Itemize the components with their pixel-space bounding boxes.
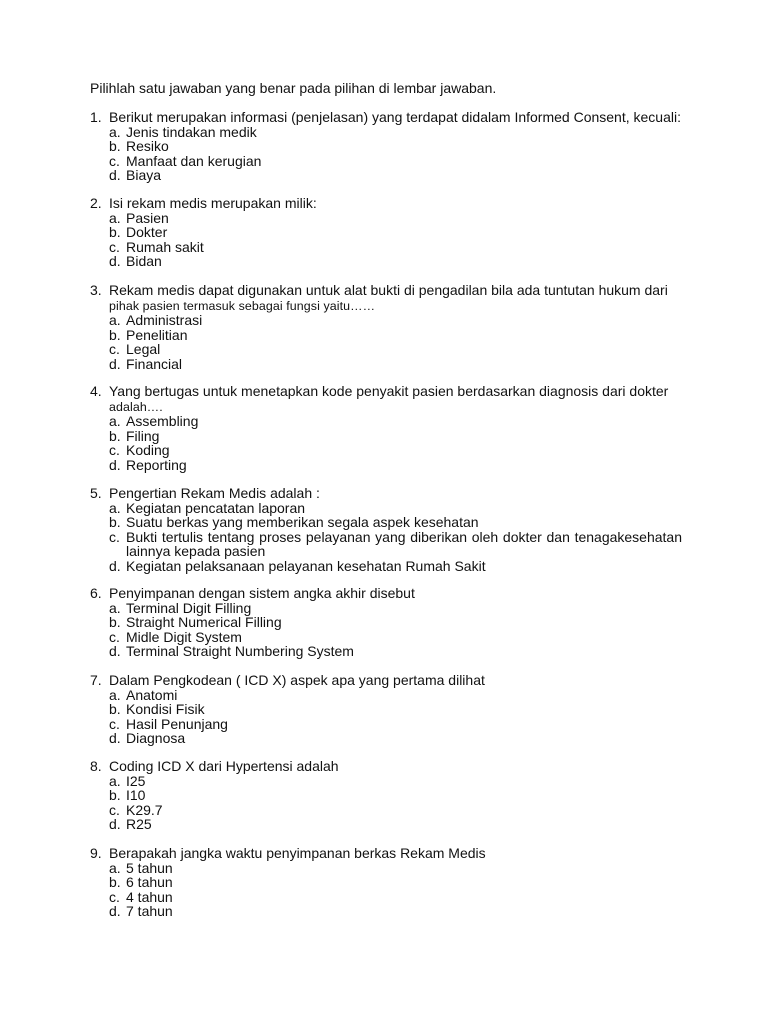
option-d: [90, 731, 682, 746]
option-letter: a.: [109, 599, 121, 616]
question-2: [90, 196, 682, 269]
option-letter: a.: [109, 413, 121, 430]
option-text: Penelitian: [126, 326, 188, 343]
option-letter: a.: [109, 499, 121, 516]
question-text: Berikut merupakan informasi (penjelasan) yang terdapat didalam Informed Consent, kecuali:: [109, 109, 681, 125]
option-letter: a.: [109, 859, 121, 876]
option-letter: d.: [109, 167, 121, 184]
option-letter: c.: [109, 528, 120, 545]
question-text: [109, 384, 682, 414]
option-text: Kegiatan pelaksanaan pelayanan kesehatan Rumah Sakit: [126, 557, 486, 574]
option-text: 6 tahun: [126, 874, 173, 891]
option-text: Kondisi Fisik: [126, 701, 205, 718]
option-list: [90, 125, 682, 183]
option-text: Bukti tertulis tentang proses pelayanan yang diberikan oleh dokter dan tenagakesehatan lainnya kepada pasien: [126, 528, 682, 560]
option-letter: b.: [109, 326, 121, 343]
option-d: [90, 168, 682, 183]
option-d: [90, 458, 682, 473]
option-text: Jenis tindakan medik: [126, 123, 257, 140]
question-text: [109, 283, 682, 313]
option-text: Reporting: [126, 456, 187, 473]
option-a: [90, 313, 682, 328]
option-letter: d.: [109, 253, 121, 270]
instruction-text: Pilihlah satu jawaban yang benar pada pilihan di lembar jawaban.: [90, 80, 497, 96]
option-letter: b.: [109, 701, 121, 718]
option-text: I25: [126, 772, 146, 789]
question-text: Berapakah jangka waktu penyimpanan berkas Rekam Medis: [109, 845, 486, 861]
option-letter: a.: [109, 123, 121, 140]
option-text: Biaya: [126, 167, 162, 184]
option-d: [90, 904, 682, 919]
question-stem: [90, 846, 682, 861]
option-c: [90, 803, 682, 818]
question-stem: [90, 384, 682, 414]
option-b: [90, 875, 682, 890]
option-b: [90, 328, 682, 343]
option-text: Diagnosa: [126, 730, 186, 747]
option-b: [90, 702, 682, 717]
question-number: 5.: [90, 485, 102, 501]
question-6: [90, 586, 682, 659]
option-text: 7 tahun: [126, 903, 173, 920]
option-letter: b.: [109, 138, 121, 155]
option-letter: d.: [109, 730, 121, 747]
option-text: Bidan: [126, 253, 162, 270]
option-c: [90, 530, 682, 559]
option-c: [90, 717, 682, 732]
option-letter: b.: [109, 514, 121, 531]
question-stem: [90, 110, 682, 125]
option-b: [90, 225, 682, 240]
option-text: R25: [126, 816, 152, 833]
option-b: [90, 429, 682, 444]
option-text: K29.7: [126, 801, 163, 818]
question-stem: [90, 196, 682, 211]
option-text: Kegiatan pencatatan laporan: [126, 499, 306, 516]
question-number: 3.: [90, 282, 102, 298]
question-text-line2: adalah….: [109, 399, 163, 414]
option-text: Financial: [126, 355, 183, 372]
option-text: Legal: [126, 341, 161, 358]
question-7: [90, 673, 682, 746]
question-number: 7.: [90, 672, 102, 688]
option-a: [90, 601, 682, 616]
question-text: Penyimpanan dengan sistem angka akhir disebut: [109, 585, 415, 601]
option-text: Administrasi: [126, 312, 203, 329]
option-c: [90, 890, 682, 905]
option-text: I10: [126, 787, 146, 804]
option-a: [90, 688, 682, 703]
option-b: [90, 515, 682, 530]
option-b: [90, 139, 682, 154]
option-text: Pasien: [126, 209, 169, 226]
option-letter: d.: [109, 816, 121, 833]
option-text: Midle Digit System: [126, 628, 242, 645]
option-list: [90, 313, 682, 371]
option-list: [90, 601, 682, 659]
option-letter: c.: [109, 628, 120, 645]
option-text: 4 tahun: [126, 888, 173, 905]
option-d: [90, 644, 682, 659]
option-list: [90, 688, 682, 746]
option-letter: a.: [109, 312, 121, 329]
question-text-line2: pihak pasien termasuk sebagai fungsi yaitu……: [109, 298, 376, 313]
option-c: [90, 240, 682, 255]
option-letter: d.: [109, 456, 121, 473]
option-text: Resiko: [126, 138, 169, 155]
option-c: [90, 443, 682, 458]
option-letter: b.: [109, 787, 121, 804]
option-letter: d.: [109, 355, 121, 372]
option-text: Koding: [126, 442, 170, 459]
question-text: Coding ICD X dari Hypertensi adalah: [109, 758, 339, 774]
question-text: Pengertian Rekam Medis adalah :: [109, 485, 320, 501]
option-d: [90, 559, 682, 574]
option-letter: b.: [109, 614, 121, 631]
option-c: [90, 154, 682, 169]
question-text: Isi rekam medis merupakan milik:: [109, 195, 317, 211]
question-text: Dalam Pengkodean ( ICD X) aspek apa yang pertama dilihat: [109, 672, 485, 688]
question-number: 2.: [90, 195, 102, 211]
question-9: [90, 846, 682, 919]
option-letter: d.: [109, 643, 121, 660]
option-c: [90, 630, 682, 645]
option-d: [90, 817, 682, 832]
option-letter: d.: [109, 557, 121, 574]
option-text: Hasil Penunjang: [126, 715, 228, 732]
question-stem: [90, 586, 682, 601]
question-stem: [90, 759, 682, 774]
option-c: [90, 342, 682, 357]
option-text: Filing: [126, 427, 160, 444]
option-text: Manfaat dan kerugian: [126, 152, 262, 169]
option-letter: c.: [109, 888, 120, 905]
option-a: [90, 211, 682, 226]
option-a: [90, 861, 682, 876]
question-stem: [90, 673, 682, 688]
question-4: [90, 384, 682, 473]
option-b: [90, 615, 682, 630]
option-list: [90, 414, 682, 472]
option-list: [90, 501, 682, 574]
question-stem: [90, 486, 682, 501]
option-list: [90, 861, 682, 919]
option-letter: d.: [109, 903, 121, 920]
option-text: Terminal Digit Filling: [126, 599, 252, 616]
option-list: [90, 211, 682, 269]
option-letter: b.: [109, 224, 121, 241]
option-a: [90, 125, 682, 140]
question-text-line1: Rekam medis dapat digunakan untuk alat bukti di pengadilan bila ada tuntutan hukum dari: [109, 282, 668, 298]
option-d: [90, 254, 682, 269]
option-letter: c.: [109, 442, 120, 459]
option-letter: c.: [109, 152, 120, 169]
option-a: [90, 414, 682, 429]
question-8: [90, 759, 682, 832]
option-text: Suatu berkas yang memberikan segala aspek kesehatan: [126, 514, 479, 531]
option-b: [90, 788, 682, 803]
question-stem: [90, 283, 682, 313]
option-list: [90, 774, 682, 832]
question-3: [90, 283, 682, 372]
option-letter: a.: [109, 686, 121, 703]
question-1: [90, 110, 682, 183]
question-number: 6.: [90, 585, 102, 601]
option-text: Dokter: [126, 224, 168, 241]
option-a: [90, 774, 682, 789]
option-text: Straight Numerical Filling: [126, 614, 282, 631]
question-5: [90, 486, 682, 574]
option-a: [90, 501, 682, 516]
question-number: 1.: [90, 109, 102, 125]
option-letter: c.: [109, 715, 120, 732]
option-letter: b.: [109, 874, 121, 891]
option-text: 5 tahun: [126, 859, 173, 876]
question-number: 9.: [90, 845, 102, 861]
question-text-line1: Yang bertugas untuk menetapkan kode penyakit pasien berdasarkan diagnosis dari dokter: [109, 383, 669, 399]
option-letter: a.: [109, 772, 121, 789]
question-number: 4.: [90, 383, 102, 399]
option-text: Rumah sakit: [126, 238, 204, 255]
option-letter: c.: [109, 801, 120, 818]
option-letter: a.: [109, 209, 121, 226]
question-number: 8.: [90, 758, 102, 774]
option-text: Anatomi: [126, 686, 178, 703]
option-letter: b.: [109, 427, 121, 444]
option-text: Assembling: [126, 413, 199, 430]
option-d: [90, 357, 682, 372]
option-letter: c.: [109, 238, 120, 255]
option-text: Terminal Straight Numbering System: [126, 643, 354, 660]
option-letter: c.: [109, 341, 120, 358]
